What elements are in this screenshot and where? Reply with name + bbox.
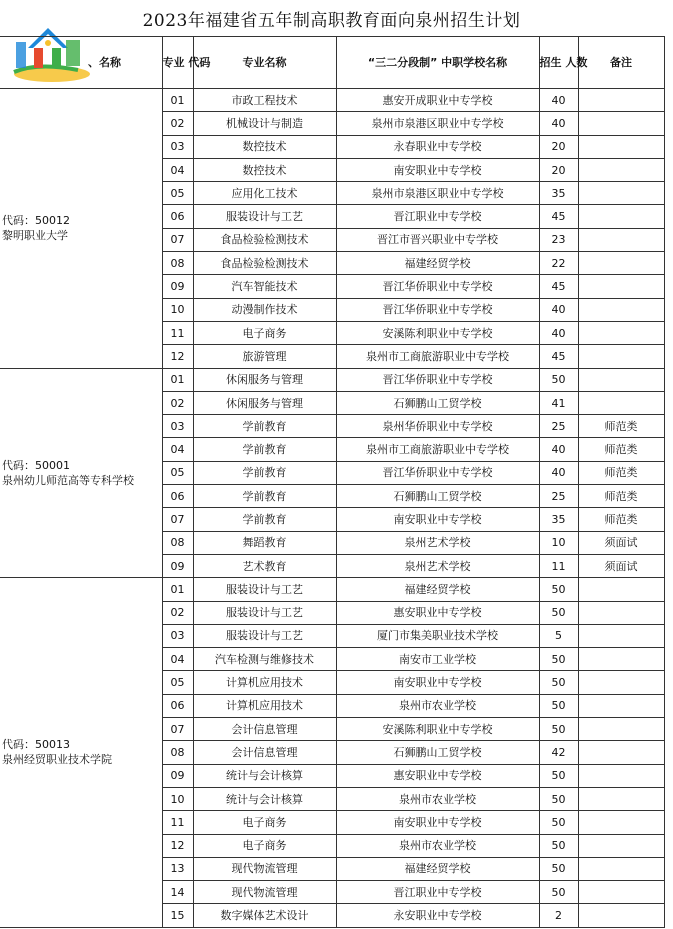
partner-school-cell: 泉州市工商旅游职业中专学校 bbox=[336, 438, 539, 461]
school-name: 泉州幼儿师范高等专科学校 bbox=[2, 473, 134, 487]
note-cell bbox=[578, 298, 664, 321]
partner-school-cell: 泉州市泉港区职业中专学校 bbox=[336, 112, 539, 135]
major-name-cell: 数字媒体艺术设计 bbox=[193, 904, 336, 927]
school-code: 代码：50013 bbox=[2, 738, 70, 752]
quota-cell: 50 bbox=[539, 857, 578, 880]
quota-cell: 50 bbox=[539, 764, 578, 787]
major-name-cell: 市政工程技术 bbox=[193, 89, 336, 112]
partner-school-cell: 泉州市农业学校 bbox=[336, 787, 539, 810]
quota-cell: 50 bbox=[539, 787, 578, 810]
partner-school-cell: 石狮鹏山工贸学校 bbox=[336, 391, 539, 414]
major-name-cell: 舞蹈教育 bbox=[193, 531, 336, 554]
quota-cell: 50 bbox=[539, 694, 578, 717]
partner-school-cell: 南安职业中专学校 bbox=[336, 811, 539, 834]
major-code-cell: 10 bbox=[162, 298, 193, 321]
note-cell bbox=[578, 811, 664, 834]
header-partner: “三二分段制” 中职学校名称 bbox=[336, 37, 539, 89]
note-cell: 师范类 bbox=[578, 438, 664, 461]
major-code-cell: 07 bbox=[162, 508, 193, 531]
partner-school-cell: 晋江职业中专学校 bbox=[336, 205, 539, 228]
note-cell bbox=[578, 601, 664, 624]
partner-school-cell: 晋江华侨职业中专学校 bbox=[336, 275, 539, 298]
major-code-cell: 02 bbox=[162, 601, 193, 624]
major-code-cell: 06 bbox=[162, 485, 193, 508]
table-row bbox=[0, 89, 664, 112]
major-name-cell: 现代物流管理 bbox=[193, 857, 336, 880]
quota-cell: 40 bbox=[539, 112, 578, 135]
major-code-cell: 02 bbox=[162, 391, 193, 414]
major-name-cell: 服装设计与工艺 bbox=[193, 578, 336, 601]
major-name-cell: 学前教育 bbox=[193, 461, 336, 484]
note-cell bbox=[578, 135, 664, 158]
major-name-cell: 学前教育 bbox=[193, 485, 336, 508]
major-name-cell: 汽车智能技术 bbox=[193, 275, 336, 298]
major-name-cell: 会计信息管理 bbox=[193, 741, 336, 764]
quota-cell: 41 bbox=[539, 391, 578, 414]
partner-school-cell: 晋江华侨职业中专学校 bbox=[336, 368, 539, 391]
major-name-cell: 电子商务 bbox=[193, 834, 336, 857]
quota-cell: 50 bbox=[539, 648, 578, 671]
note-cell bbox=[578, 694, 664, 717]
quota-cell: 35 bbox=[539, 508, 578, 531]
note-cell: 师范类 bbox=[578, 415, 664, 438]
partner-school-cell: 惠安开成职业中专学校 bbox=[336, 89, 539, 112]
major-code-cell: 05 bbox=[162, 182, 193, 205]
note-cell: 师范类 bbox=[578, 508, 664, 531]
header-note: 备注 bbox=[578, 37, 664, 89]
partner-school-cell: 泉州市农业学校 bbox=[336, 834, 539, 857]
partner-school-cell: 永春职业中专学校 bbox=[336, 135, 539, 158]
major-code-cell: 05 bbox=[162, 461, 193, 484]
major-name-cell: 应用化工技术 bbox=[193, 182, 336, 205]
partner-school-cell: 泉州艺术学校 bbox=[336, 531, 539, 554]
major-code-cell: 11 bbox=[162, 321, 193, 344]
note-cell bbox=[578, 368, 664, 391]
partner-school-cell: 泉州艺术学校 bbox=[336, 554, 539, 577]
quota-cell: 50 bbox=[539, 601, 578, 624]
school-cell bbox=[0, 89, 162, 369]
quota-cell: 40 bbox=[539, 321, 578, 344]
major-name-cell: 现代物流管理 bbox=[193, 881, 336, 904]
quota-cell: 11 bbox=[539, 554, 578, 577]
note-cell bbox=[578, 391, 664, 414]
note-cell bbox=[578, 624, 664, 647]
note-cell bbox=[578, 112, 664, 135]
quota-cell: 10 bbox=[539, 531, 578, 554]
quota-cell: 40 bbox=[539, 298, 578, 321]
school-code: 代码：50001 bbox=[2, 458, 70, 472]
note-cell bbox=[578, 787, 664, 810]
partner-school-cell: 福建经贸学校 bbox=[336, 857, 539, 880]
table-header-row bbox=[0, 37, 664, 89]
table-row bbox=[0, 578, 664, 601]
major-code-cell: 13 bbox=[162, 857, 193, 880]
partner-school-cell: 泉州市工商旅游职业中专学校 bbox=[336, 345, 539, 368]
header-quota: 招生 人数 bbox=[539, 37, 578, 89]
major-name-cell: 统计与会计核算 bbox=[193, 787, 336, 810]
school-name: 泉州经贸职业技术学院 bbox=[2, 753, 112, 767]
major-name-cell: 数控技术 bbox=[193, 135, 336, 158]
major-code-cell: 03 bbox=[162, 415, 193, 438]
partner-school-cell: 泉州市泉港区职业中专学校 bbox=[336, 182, 539, 205]
note-cell bbox=[578, 158, 664, 181]
major-name-cell: 学前教育 bbox=[193, 508, 336, 531]
major-code-cell: 14 bbox=[162, 881, 193, 904]
school-code: 代码：50012 bbox=[2, 214, 70, 228]
header-major: 专业名称 bbox=[193, 37, 336, 89]
note-cell bbox=[578, 321, 664, 344]
major-name-cell: 机械设计与制造 bbox=[193, 112, 336, 135]
quota-cell: 40 bbox=[539, 438, 578, 461]
major-code-cell: 03 bbox=[162, 624, 193, 647]
major-name-cell: 电子商务 bbox=[193, 811, 336, 834]
major-code-cell: 04 bbox=[162, 648, 193, 671]
quota-cell: 5 bbox=[539, 624, 578, 647]
major-name-cell: 食品检验检测技术 bbox=[193, 228, 336, 251]
major-code-cell: 02 bbox=[162, 112, 193, 135]
partner-school-cell: 南安职业中专学校 bbox=[336, 671, 539, 694]
header-school: 、名称 bbox=[0, 37, 162, 89]
partner-school-cell: 晋江职业中专学校 bbox=[336, 881, 539, 904]
major-code-cell: 12 bbox=[162, 345, 193, 368]
major-code-cell: 10 bbox=[162, 787, 193, 810]
admission-plan-table bbox=[0, 36, 665, 928]
quota-cell: 50 bbox=[539, 718, 578, 741]
note-cell bbox=[578, 648, 664, 671]
school-name: 黎明职业大学 bbox=[2, 229, 68, 243]
major-name-cell: 会计信息管理 bbox=[193, 718, 336, 741]
major-name-cell: 休闲服务与管理 bbox=[193, 391, 336, 414]
note-cell bbox=[578, 741, 664, 764]
header-code: 专业 代码 bbox=[162, 37, 193, 89]
major-name-cell: 统计与会计核算 bbox=[193, 764, 336, 787]
note-cell bbox=[578, 275, 664, 298]
quota-cell: 23 bbox=[539, 228, 578, 251]
major-code-cell: 09 bbox=[162, 764, 193, 787]
major-code-cell: 06 bbox=[162, 205, 193, 228]
major-code-cell: 06 bbox=[162, 694, 193, 717]
note-cell bbox=[578, 904, 664, 927]
quota-cell: 42 bbox=[539, 741, 578, 764]
partner-school-cell: 泉州华侨职业中专学校 bbox=[336, 415, 539, 438]
major-name-cell: 休闲服务与管理 bbox=[193, 368, 336, 391]
note-cell bbox=[578, 718, 664, 741]
major-code-cell: 07 bbox=[162, 228, 193, 251]
major-name-cell: 艺术教育 bbox=[193, 554, 336, 577]
note-cell bbox=[578, 764, 664, 787]
quota-cell: 35 bbox=[539, 182, 578, 205]
note-cell bbox=[578, 252, 664, 275]
partner-school-cell: 惠安职业中专学校 bbox=[336, 601, 539, 624]
note-cell: 须面试 bbox=[578, 554, 664, 577]
partner-school-cell: 南安职业中专学校 bbox=[336, 508, 539, 531]
quota-cell: 50 bbox=[539, 368, 578, 391]
quota-cell: 25 bbox=[539, 415, 578, 438]
major-name-cell: 食品检验检测技术 bbox=[193, 252, 336, 275]
note-cell: 师范类 bbox=[578, 485, 664, 508]
major-code-cell: 04 bbox=[162, 158, 193, 181]
partner-school-cell: 安溪陈利职业中专学校 bbox=[336, 321, 539, 344]
major-code-cell: 03 bbox=[162, 135, 193, 158]
major-code-cell: 01 bbox=[162, 578, 193, 601]
quota-cell: 20 bbox=[539, 158, 578, 181]
major-name-cell: 服装设计与工艺 bbox=[193, 624, 336, 647]
school-cell bbox=[0, 368, 162, 578]
major-code-cell: 08 bbox=[162, 252, 193, 275]
major-code-cell: 04 bbox=[162, 438, 193, 461]
note-cell bbox=[578, 671, 664, 694]
quota-cell: 40 bbox=[539, 89, 578, 112]
note-cell bbox=[578, 881, 664, 904]
quota-cell: 45 bbox=[539, 275, 578, 298]
partner-school-cell: 福建经贸学校 bbox=[336, 578, 539, 601]
partner-school-cell: 永安职业中专学校 bbox=[336, 904, 539, 927]
quota-cell: 50 bbox=[539, 881, 578, 904]
major-name-cell: 服装设计与工艺 bbox=[193, 601, 336, 624]
quota-cell: 22 bbox=[539, 252, 578, 275]
note-cell bbox=[578, 345, 664, 368]
note-cell bbox=[578, 205, 664, 228]
quota-cell: 45 bbox=[539, 345, 578, 368]
page-title: 2023年福建省五年制高职教育面向泉州招生计划 bbox=[142, 11, 521, 31]
major-code-cell: 09 bbox=[162, 275, 193, 298]
major-code-cell: 15 bbox=[162, 904, 193, 927]
note-cell bbox=[578, 89, 664, 112]
major-code-cell: 01 bbox=[162, 89, 193, 112]
partner-school-cell: 石狮鹏山工贸学校 bbox=[336, 485, 539, 508]
partner-school-cell: 泉州市农业学校 bbox=[336, 694, 539, 717]
major-code-cell: 11 bbox=[162, 811, 193, 834]
major-name-cell: 计算机应用技术 bbox=[193, 694, 336, 717]
major-code-cell: 05 bbox=[162, 671, 193, 694]
quota-cell: 50 bbox=[539, 671, 578, 694]
partner-school-cell: 晋江华侨职业中专学校 bbox=[336, 461, 539, 484]
major-code-cell: 12 bbox=[162, 834, 193, 857]
quota-cell: 50 bbox=[539, 578, 578, 601]
major-name-cell: 计算机应用技术 bbox=[193, 671, 336, 694]
note-cell: 师范类 bbox=[578, 461, 664, 484]
partner-school-cell: 晋江市晋兴职业中专学校 bbox=[336, 228, 539, 251]
partner-school-cell: 厦门市集美职业技术学校 bbox=[336, 624, 539, 647]
note-cell bbox=[578, 228, 664, 251]
major-name-cell: 学前教育 bbox=[193, 438, 336, 461]
major-code-cell: 08 bbox=[162, 741, 193, 764]
partner-school-cell: 福建经贸学校 bbox=[336, 252, 539, 275]
quota-cell: 40 bbox=[539, 461, 578, 484]
table-row bbox=[0, 368, 664, 391]
quota-cell: 50 bbox=[539, 811, 578, 834]
note-cell bbox=[578, 182, 664, 205]
partner-school-cell: 惠安职业中专学校 bbox=[336, 764, 539, 787]
major-code-cell: 01 bbox=[162, 368, 193, 391]
note-cell: 须面试 bbox=[578, 531, 664, 554]
school-cell bbox=[0, 578, 162, 927]
partner-school-cell: 石狮鹏山工贸学校 bbox=[336, 741, 539, 764]
note-cell bbox=[578, 834, 664, 857]
major-name-cell: 旅游管理 bbox=[193, 345, 336, 368]
major-name-cell: 服装设计与工艺 bbox=[193, 205, 336, 228]
major-name-cell: 动漫制作技术 bbox=[193, 298, 336, 321]
quota-cell: 45 bbox=[539, 205, 578, 228]
quota-cell: 25 bbox=[539, 485, 578, 508]
quota-cell: 2 bbox=[539, 904, 578, 927]
major-name-cell: 电子商务 bbox=[193, 321, 336, 344]
note-cell bbox=[578, 857, 664, 880]
major-name-cell: 学前教育 bbox=[193, 415, 336, 438]
major-name-cell: 汽车检测与维修技术 bbox=[193, 648, 336, 671]
quota-cell: 20 bbox=[539, 135, 578, 158]
quota-cell: 50 bbox=[539, 834, 578, 857]
partner-school-cell: 晋江华侨职业中专学校 bbox=[336, 298, 539, 321]
major-code-cell: 08 bbox=[162, 531, 193, 554]
major-code-cell: 09 bbox=[162, 554, 193, 577]
note-cell bbox=[578, 578, 664, 601]
partner-school-cell: 南安职业中专学校 bbox=[336, 158, 539, 181]
major-name-cell: 数控技术 bbox=[193, 158, 336, 181]
partner-school-cell: 安溪陈利职业中专学校 bbox=[336, 718, 539, 741]
partner-school-cell: 南安市工业学校 bbox=[336, 648, 539, 671]
major-code-cell: 07 bbox=[162, 718, 193, 741]
